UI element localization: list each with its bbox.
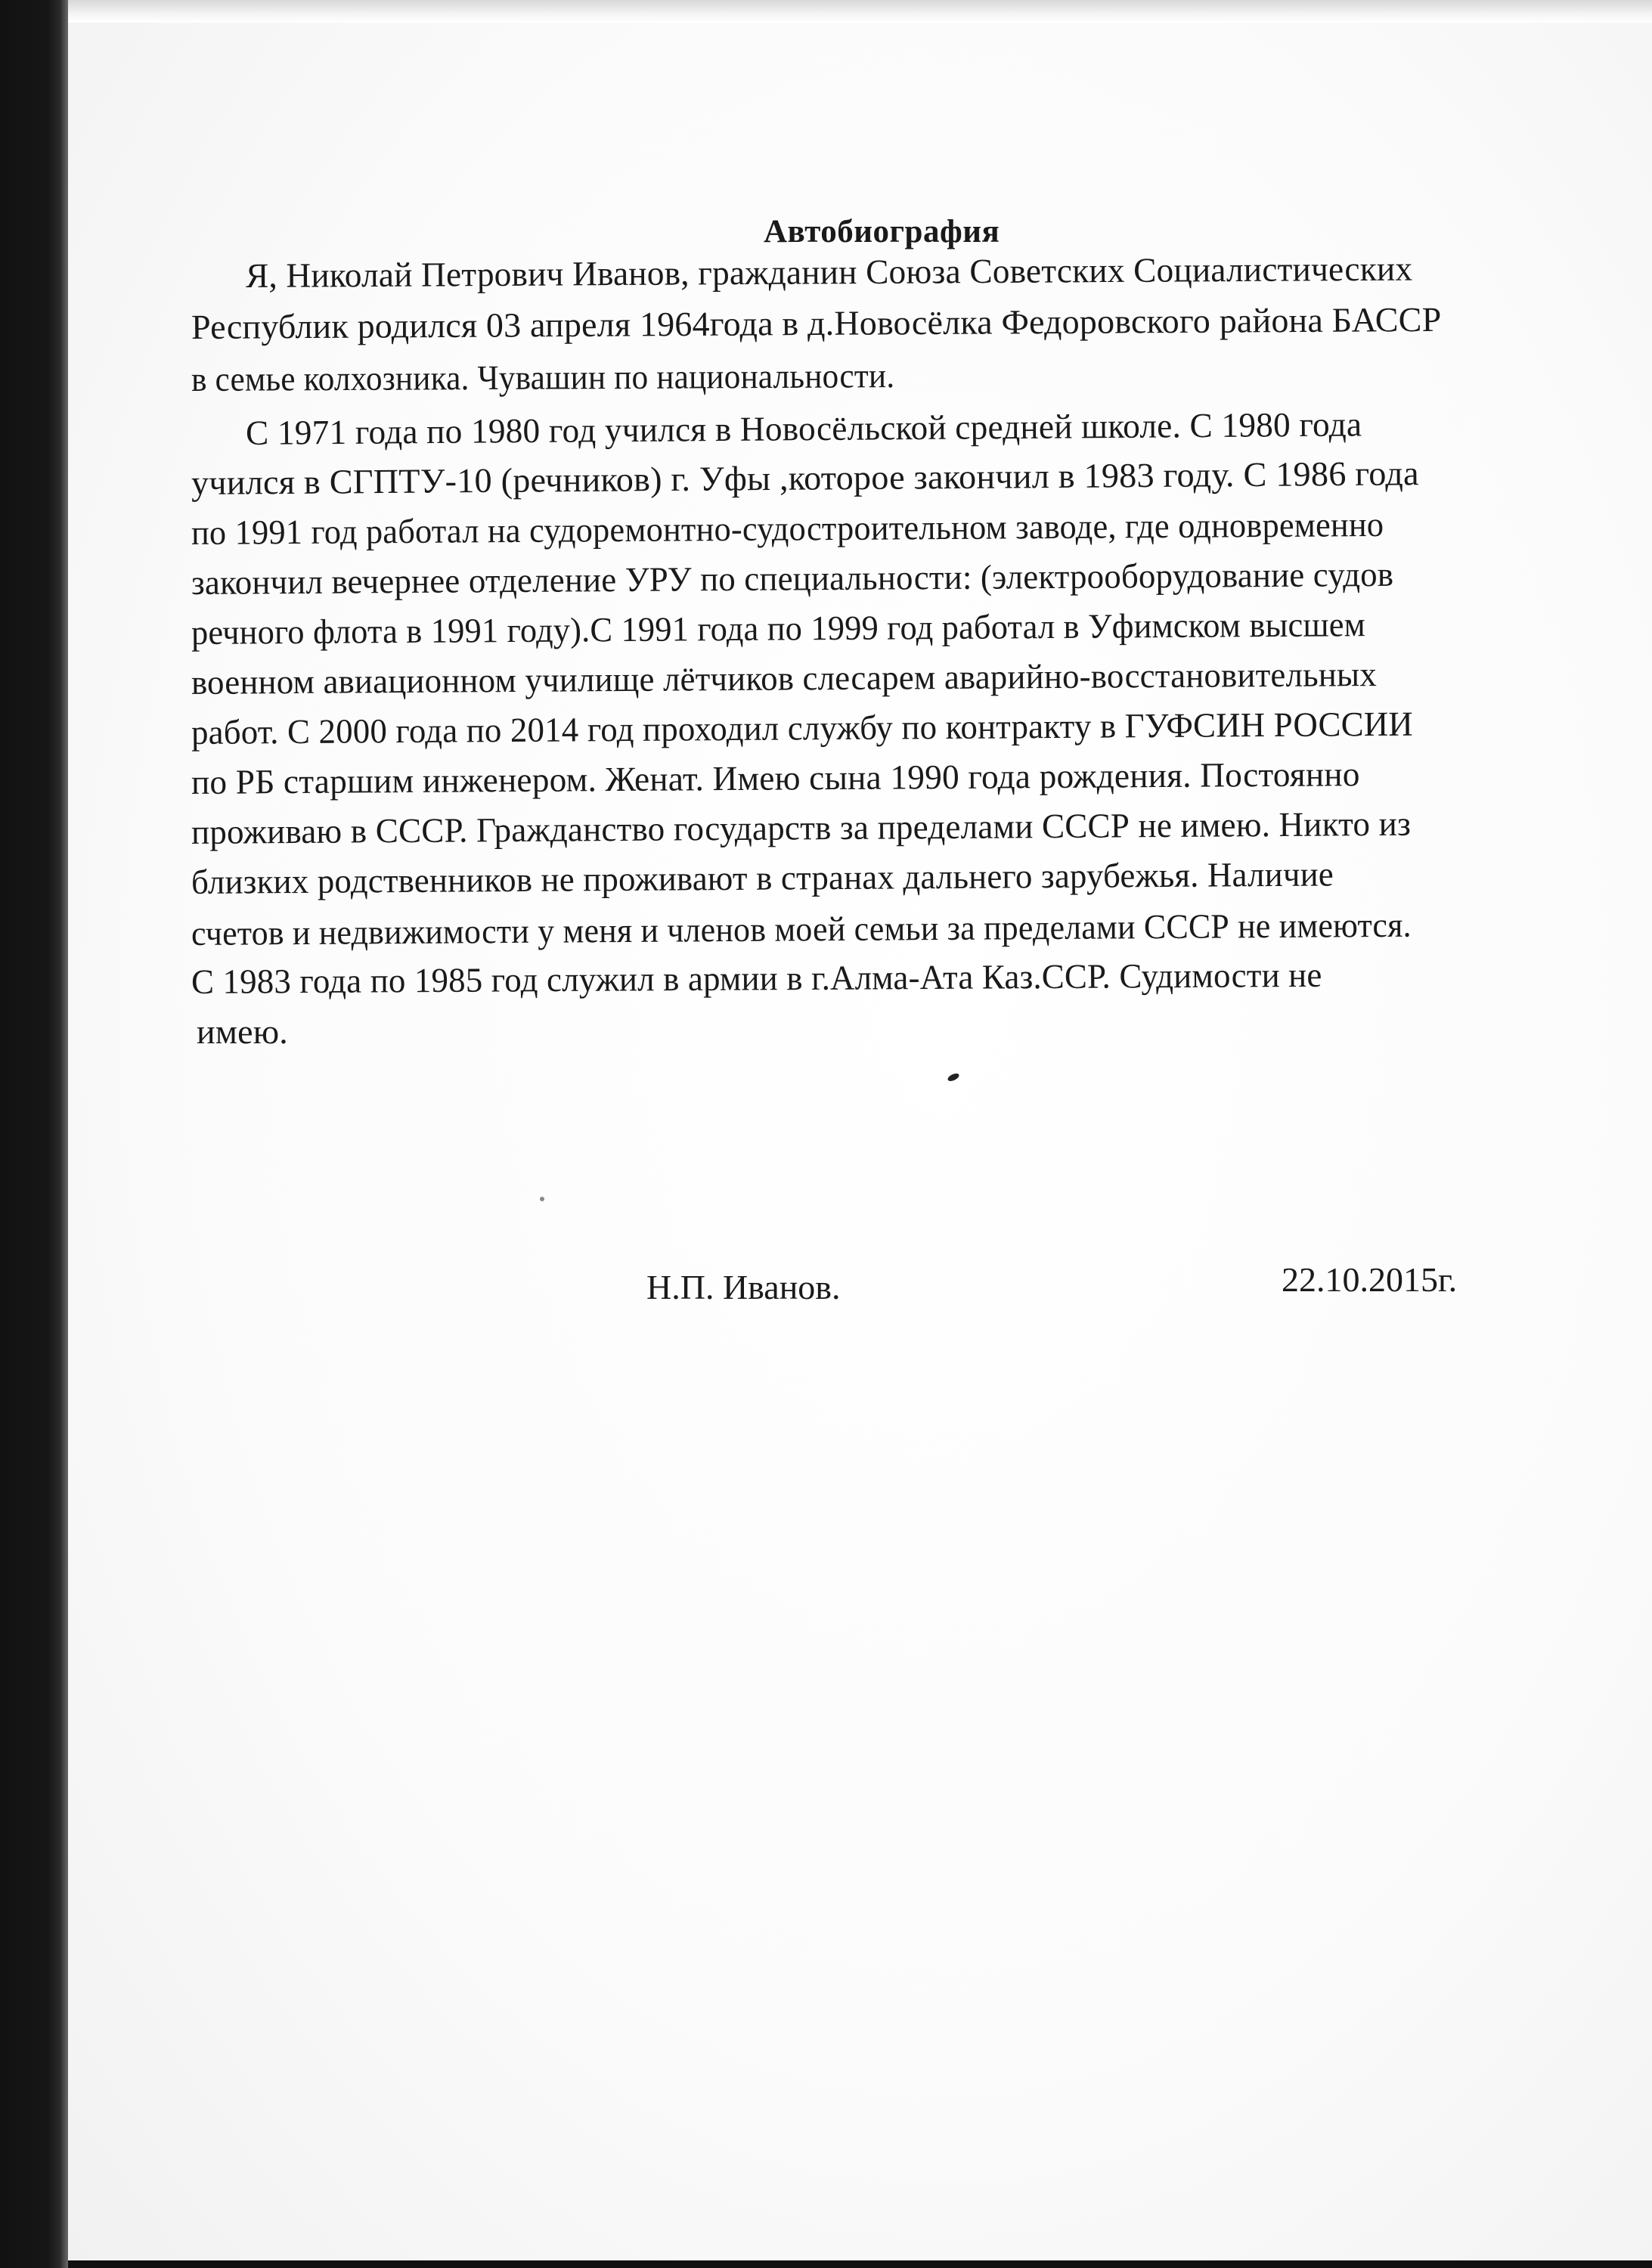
body-line: С 1971 года по 1980 год учился в Новосёльской средней школе. С 1980 года [245,404,1362,452]
body-line: учился в СГПТУ-10 (речников) г. Уфы ,которое закончил в 1983 году. С 1986 года [191,454,1419,502]
document-title: Автобиография [764,214,1000,249]
body-line: военном авиационном училище лётчиков слесарем аварийно-восстановительных [191,655,1378,702]
body-line: близких родственников не проживают в странах дальнего зарубежья. Наличие [191,854,1334,901]
body-line: имею. [197,1012,289,1051]
signature-date: 22.10.2015г. [1282,1260,1458,1299]
scan-dark-edge [0,0,68,2268]
body-line: С 1983 года по 1985 год служил в армии в г.Алма-Ата Каз.ССР. Судимости не [191,955,1322,1001]
body-line: работ. С 2000 года по 2014 год проходил службу по контракту в ГУФСИН РОССИИ [191,704,1414,751]
scan-bottom-edge [68,2260,1652,2268]
body-line: проживаю в СССР. Гражданство государств за пределами СССР не имею. Никто из [191,804,1412,851]
scan-speck-mark [540,1197,544,1201]
body-line: Я, Николай Петрович Иванов, гражданин Союза Советских Социалистических [245,249,1413,295]
body-line: Республик родился 03 апреля 1964года в д.Новосёлка Федоровского района БАССР [191,299,1442,346]
body-line: закончил вечернее отделение УРУ по специальности: (электрооборудование судов [191,554,1394,602]
body-line: счетов и недвижимости у меня и членов моей семьи за пределами СССР не имеются. [191,905,1412,953]
body-line: в семье колхозника. Чувашин по национальности. [191,356,895,398]
body-line: речного флота в 1991 году).С 1991 года по 1999 год работал в Уфимском высшем [191,605,1366,652]
body-line: по 1991 год работал на судоремонтно-судостроительном заводе, где одновременно [191,504,1384,552]
body-line: по РБ старшим инженером. Женат. Имею сына 1990 года рождения. Постоянно [191,754,1360,801]
signature-name: Н.П. Иванов. [646,1268,841,1306]
scan-top-shadow [68,0,1652,23]
